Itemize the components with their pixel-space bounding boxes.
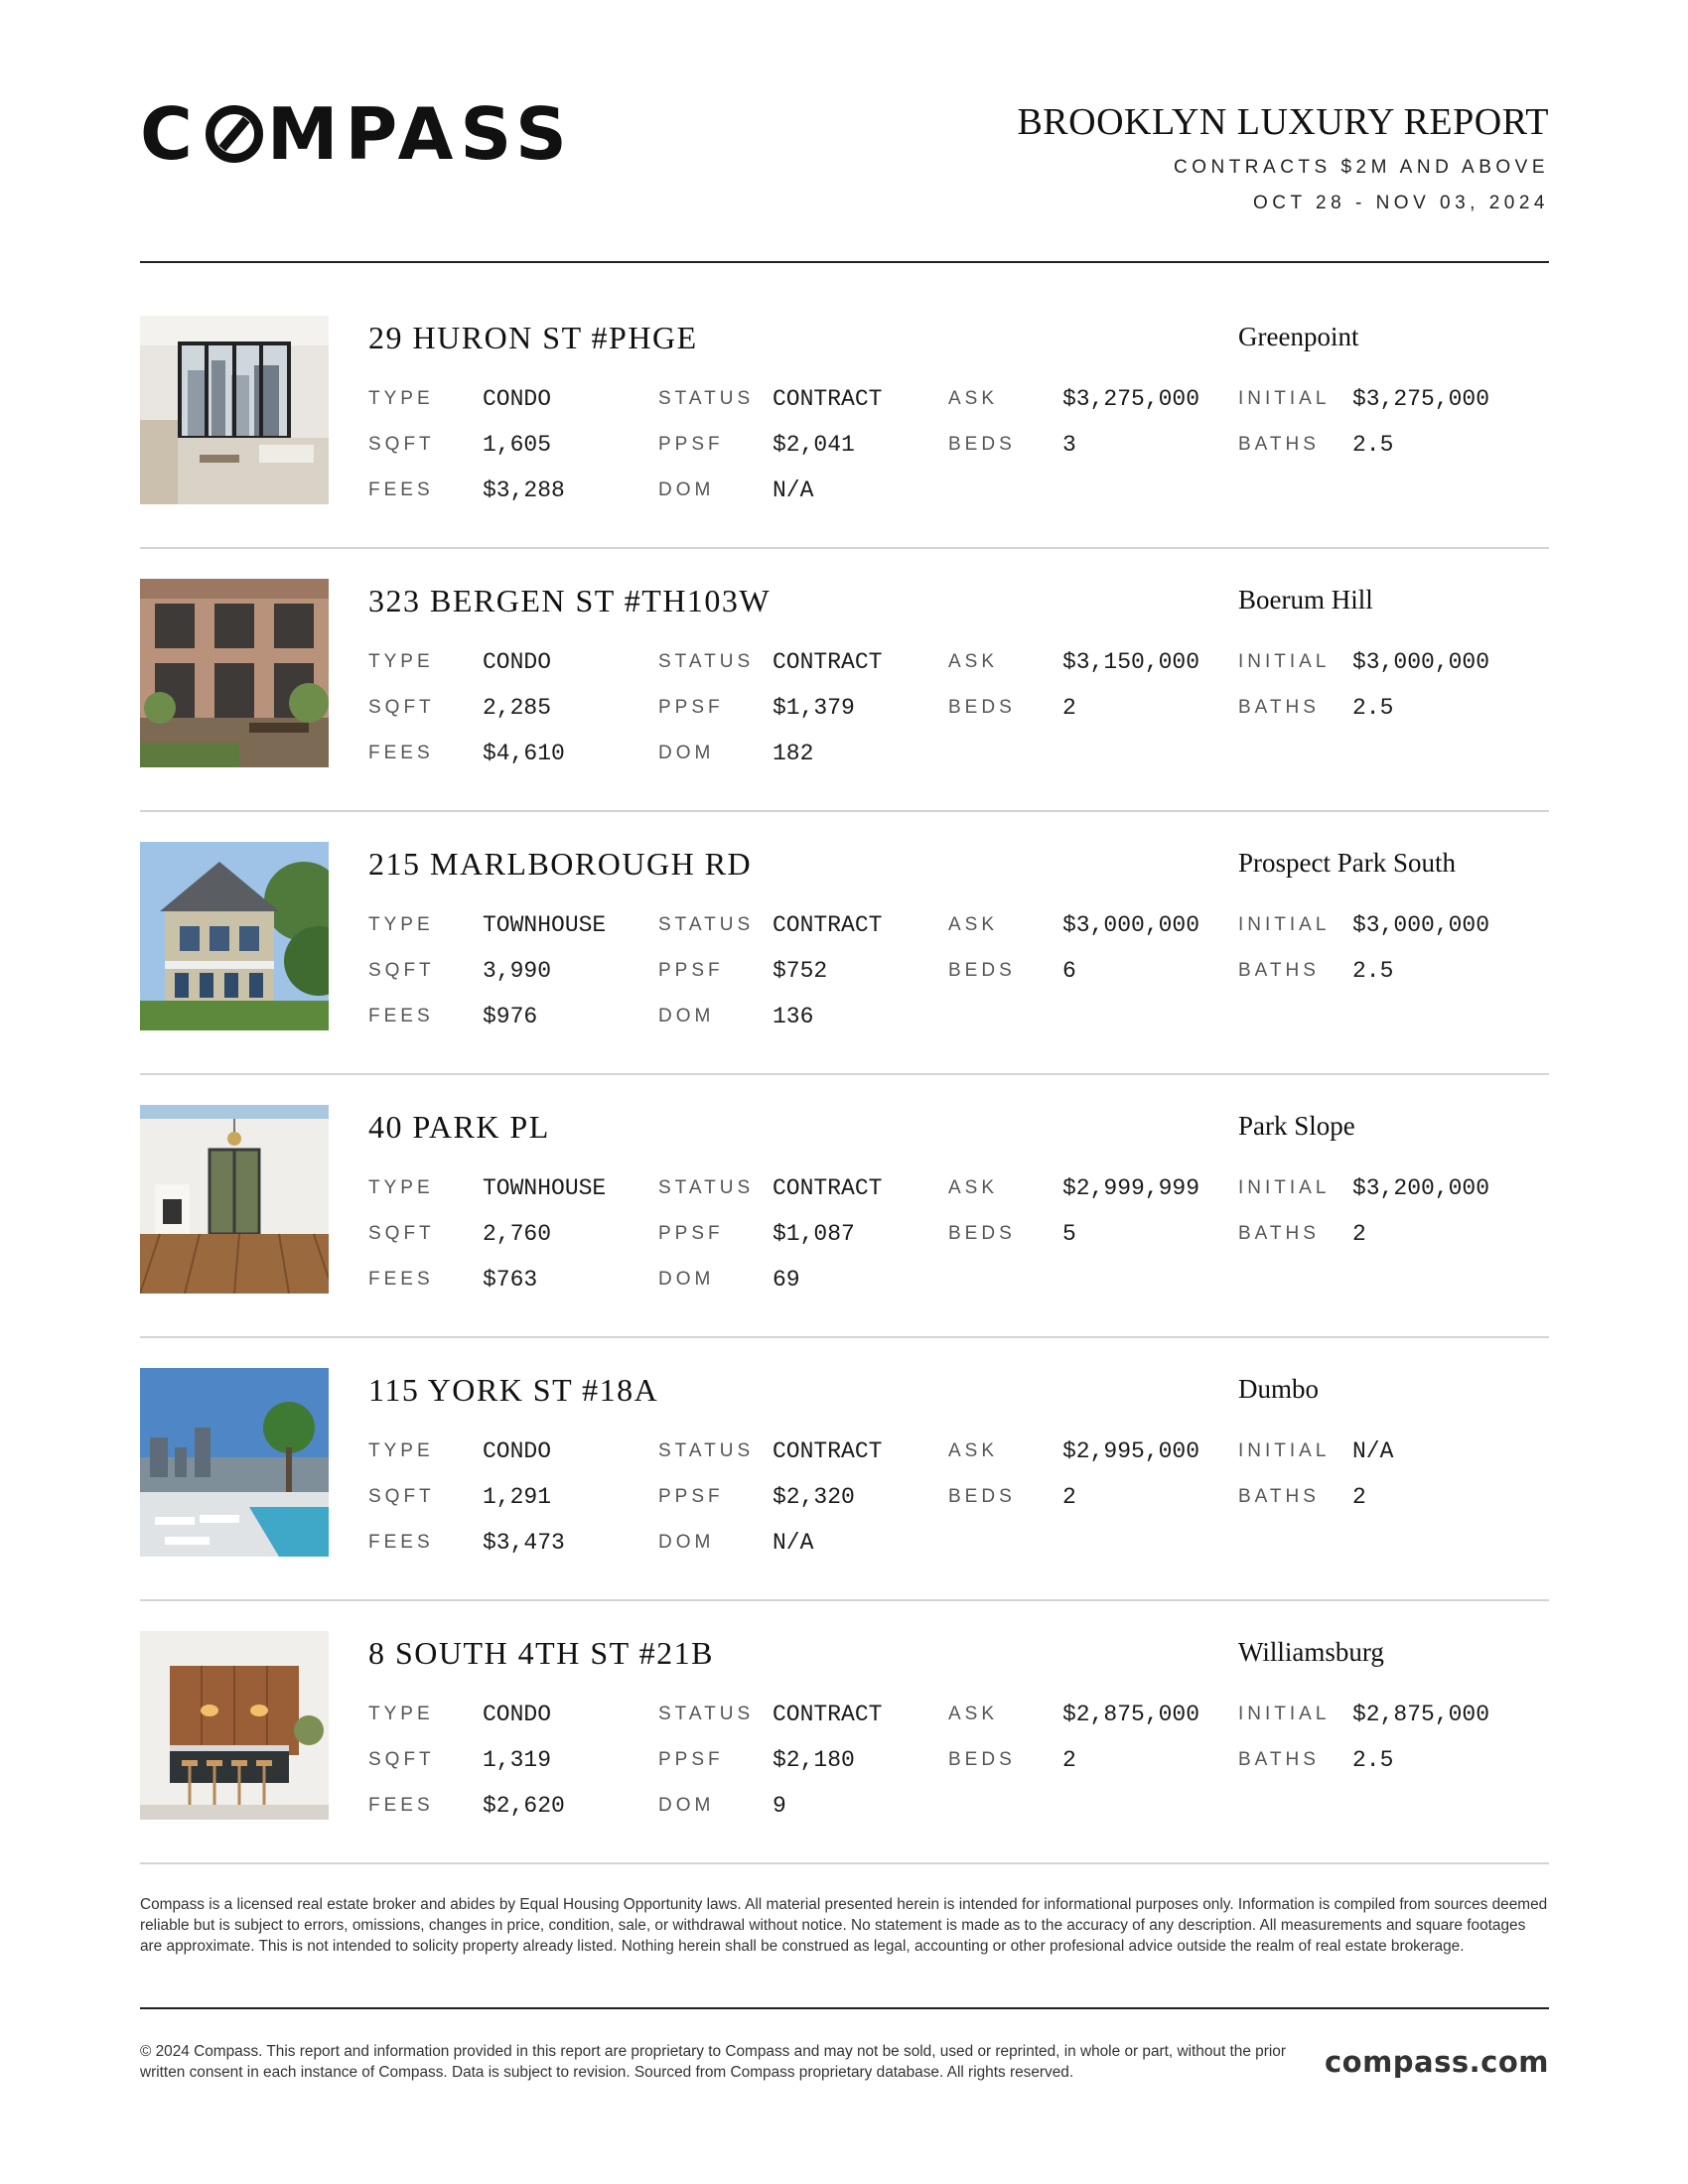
listing-neighborhood: Williamsburg (1238, 1637, 1384, 1667)
value-beds: 2 (1062, 1484, 1076, 1510)
value-beds: 2 (1062, 1747, 1076, 1773)
listing-divider (140, 547, 1549, 549)
value-ask: $3,150,000 (1062, 649, 1200, 675)
label-baths: BATHS (1238, 1486, 1320, 1507)
rooftop-pool-photo (140, 1368, 329, 1557)
value-type: CONDO (483, 1438, 552, 1464)
label-fees: FEES (368, 1532, 434, 1553)
label-type: TYPE (368, 1440, 434, 1461)
value-beds: 3 (1062, 432, 1076, 458)
listing-row (140, 1631, 1549, 1820)
label-initial: INITIAL (1238, 388, 1331, 409)
header-divider (140, 261, 1549, 263)
label-beds: BEDS (948, 434, 1016, 455)
value-beds: 6 (1062, 958, 1076, 984)
label-status: STATUS (658, 1440, 755, 1461)
label-type: TYPE (368, 1704, 434, 1724)
value-ask: $2,875,000 (1062, 1702, 1200, 1727)
value-dom: 69 (773, 1267, 800, 1293)
kitchen-photo (140, 1631, 329, 1820)
label-sqft: SQFT (368, 1486, 435, 1507)
label-ask: ASK (948, 914, 999, 935)
label-ppsf: PPSF (658, 960, 724, 981)
value-initial: $3,000,000 (1352, 912, 1490, 938)
listing-neighborhood: Prospect Park South (1238, 848, 1456, 878)
value-dom: 182 (773, 741, 814, 766)
value-initial: $3,200,000 (1352, 1175, 1490, 1201)
townhouse-patio-photo (140, 579, 329, 767)
label-status: STATUS (658, 914, 755, 935)
report-header (1017, 97, 1549, 216)
compass-o-icon (206, 105, 263, 163)
label-sqft: SQFT (368, 697, 435, 718)
value-beds: 2 (1062, 695, 1076, 721)
label-ask: ASK (948, 1177, 999, 1198)
value-sqft: 1,319 (483, 1747, 552, 1773)
listing-neighborhood: Park Slope (1238, 1111, 1355, 1141)
label-baths: BATHS (1238, 434, 1320, 455)
label-baths: BATHS (1238, 960, 1320, 981)
label-ppsf: PPSF (658, 1749, 724, 1770)
label-sqft: SQFT (368, 434, 435, 455)
label-dom: DOM (658, 1532, 715, 1553)
value-baths: 2.5 (1352, 432, 1394, 458)
label-beds: BEDS (948, 1486, 1016, 1507)
value-fees: $2,620 (483, 1793, 565, 1819)
label-ask: ASK (948, 388, 999, 409)
label-fees: FEES (368, 479, 434, 500)
value-ppsf: $2,041 (773, 432, 855, 458)
report-title: BROOKLYN LUXURY REPORT (1017, 101, 1549, 143)
label-beds: BEDS (948, 1223, 1016, 1244)
label-ppsf: PPSF (658, 434, 724, 455)
label-beds: BEDS (948, 1749, 1016, 1770)
label-ask: ASK (948, 1440, 999, 1461)
label-baths: BATHS (1238, 1749, 1320, 1770)
report-page (140, 0, 1549, 2184)
parlor-room-photo (140, 1105, 329, 1294)
value-ask: $3,275,000 (1062, 386, 1200, 412)
value-type: TOWNHOUSE (483, 1175, 607, 1201)
value-sqft: 1,291 (483, 1484, 552, 1510)
value-ask: $2,999,999 (1062, 1175, 1200, 1201)
label-beds: BEDS (948, 697, 1016, 718)
label-status: STATUS (658, 388, 755, 409)
label-sqft: SQFT (368, 1749, 435, 1770)
label-ask: ASK (948, 651, 999, 672)
value-type: CONDO (483, 386, 552, 412)
listing-divider (140, 1599, 1549, 1601)
disclaimer-text: Compass is a licensed real estate broker and abides by Equal Housing Opportunity laws. All material presented herein is intended for informational purposes only. Information is compiled from sources deemed reliable but is subject to errors, omissions, changes in price, condition, sale, or withdrawal without notice. No statement is made as to the accuracy of any description. All measurements and square footages are approximate. This is not intended to solicity property already listed. Nothing herein shall be construed as legal, accounting or other profesional advice outside the realm of real estate brokerage. (140, 1896, 1548, 1955)
label-ppsf: PPSF (658, 697, 724, 718)
label-fees: FEES (368, 743, 434, 763)
label-initial: INITIAL (1238, 1177, 1331, 1198)
label-ask: ASK (948, 1704, 999, 1724)
website-link[interactable]: compass.com (1324, 2045, 1549, 2079)
value-fees: $763 (483, 1267, 538, 1293)
listing-address: 40 PARK PL (368, 1109, 550, 1145)
label-sqft: SQFT (368, 960, 435, 981)
value-fees: $3,288 (483, 478, 565, 503)
value-ppsf: $752 (773, 958, 828, 984)
label-dom: DOM (658, 743, 715, 763)
value-status: CONTRACT (773, 386, 883, 412)
value-fees: $3,473 (483, 1530, 565, 1556)
listing-address: 29 HURON ST #PHGE (368, 320, 698, 355)
value-ppsf: $1,087 (773, 1221, 855, 1247)
value-initial: $3,000,000 (1352, 649, 1490, 675)
listing-address: 115 YORK ST #18A (368, 1372, 659, 1408)
footer-divider (140, 2007, 1549, 2009)
value-status: CONTRACT (773, 649, 883, 675)
value-fees: $976 (483, 1004, 538, 1029)
copyright-text: © 2024 Compass. This report and information provided in this report are proprietary to Compass and may not be sold, used or reprinted, in whole or part, without the prior written consent in each instance of Compass. Data is subject to revision. Sourced from Compass proprietary database. All rights reserved. (140, 2043, 1286, 2081)
label-type: TYPE (368, 651, 434, 672)
value-type: CONDO (483, 1702, 552, 1727)
value-sqft: 3,990 (483, 958, 552, 984)
value-type: CONDO (483, 649, 552, 675)
label-beds: BEDS (948, 960, 1016, 981)
value-ppsf: $2,180 (773, 1747, 855, 1773)
label-baths: BATHS (1238, 1223, 1320, 1244)
listing-neighborhood: Dumbo (1238, 1374, 1319, 1404)
report-subtitle: CONTRACTS $2M AND ABOVE (1173, 157, 1549, 178)
label-initial: INITIAL (1238, 1704, 1331, 1724)
value-baths: 2.5 (1352, 958, 1394, 984)
listing-neighborhood: Greenpoint (1238, 322, 1359, 351)
listing-row (140, 1105, 1549, 1294)
label-status: STATUS (658, 1704, 755, 1724)
value-sqft: 1,605 (483, 432, 552, 458)
label-status: STATUS (658, 1177, 755, 1198)
value-status: CONTRACT (773, 1175, 883, 1201)
victorian-house-photo (140, 842, 329, 1030)
value-initial: N/A (1352, 1438, 1394, 1464)
listing-row (140, 579, 1549, 767)
listing-row (140, 842, 1549, 1030)
value-ppsf: $2,320 (773, 1484, 855, 1510)
value-status: CONTRACT (773, 912, 883, 938)
label-fees: FEES (368, 1795, 434, 1816)
label-dom: DOM (658, 1795, 715, 1816)
listing-neighborhood: Boerum Hill (1238, 585, 1373, 614)
value-dom: 136 (773, 1004, 814, 1029)
value-sqft: 2,760 (483, 1221, 552, 1247)
label-type: TYPE (368, 914, 434, 935)
value-beds: 5 (1062, 1221, 1076, 1247)
value-initial: $2,875,000 (1352, 1702, 1490, 1727)
listing-address: 215 MARLBOROUGH RD (368, 846, 753, 882)
label-baths: BATHS (1238, 697, 1320, 718)
label-ppsf: PPSF (658, 1486, 724, 1507)
label-dom: DOM (658, 1006, 715, 1026)
value-initial: $3,275,000 (1352, 386, 1490, 412)
listing-row (140, 316, 1549, 504)
listing-address: 323 BERGEN ST #TH103W (368, 583, 772, 618)
label-initial: INITIAL (1238, 1440, 1331, 1461)
label-dom: DOM (658, 479, 715, 500)
label-fees: FEES (368, 1269, 434, 1290)
listing-divider (140, 1336, 1549, 1338)
value-baths: 2 (1352, 1221, 1366, 1247)
label-sqft: SQFT (368, 1223, 435, 1244)
label-initial: INITIAL (1238, 914, 1331, 935)
label-fees: FEES (368, 1006, 434, 1026)
label-ppsf: PPSF (658, 1223, 724, 1244)
label-initial: INITIAL (1238, 651, 1331, 672)
interior-loft-photo (140, 316, 329, 504)
label-type: TYPE (368, 388, 434, 409)
value-baths: 2 (1352, 1484, 1366, 1510)
label-status: STATUS (658, 651, 755, 672)
compass-logo: C MPASS (140, 92, 574, 176)
listing-address: 8 SOUTH 4TH ST #21B (368, 1635, 714, 1671)
listing-row (140, 1368, 1549, 1557)
label-dom: DOM (658, 1269, 715, 1290)
value-baths: 2.5 (1352, 1747, 1394, 1773)
value-dom: N/A (773, 1530, 814, 1556)
listing-divider (140, 1862, 1549, 1864)
value-baths: 2.5 (1352, 695, 1394, 721)
listing-divider (140, 810, 1549, 812)
value-ask: $2,995,000 (1062, 1438, 1200, 1464)
value-fees: $4,610 (483, 741, 565, 766)
value-ppsf: $1,379 (773, 695, 855, 721)
value-status: CONTRACT (773, 1438, 883, 1464)
value-sqft: 2,285 (483, 695, 552, 721)
report-date-range: OCT 28 - NOV 03, 2024 (1253, 193, 1549, 213)
value-ask: $3,000,000 (1062, 912, 1200, 938)
value-dom: 9 (773, 1793, 786, 1819)
label-type: TYPE (368, 1177, 434, 1198)
listing-divider (140, 1073, 1549, 1075)
value-type: TOWNHOUSE (483, 912, 607, 938)
value-status: CONTRACT (773, 1702, 883, 1727)
value-dom: N/A (773, 478, 814, 503)
